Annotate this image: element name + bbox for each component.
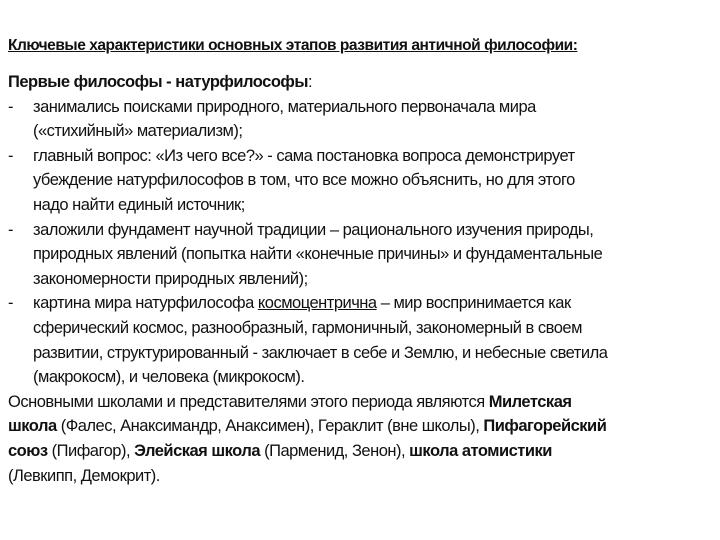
text-segment: Основными школами и представителями этого периода являются (8, 392, 489, 411)
text-segment: (Парменид, Зенон), (260, 441, 410, 460)
text-line (8, 414, 716, 439)
text-line (33, 316, 716, 341)
bold-text: школа атомистики (409, 441, 552, 460)
text-segment: занимались поисками природного, материального первоначала мира (33, 97, 536, 116)
text-line (8, 390, 716, 415)
bullet-item (8, 218, 716, 292)
bullet-dash: - (8, 294, 13, 313)
text-line (33, 267, 716, 292)
bullet-item (8, 291, 716, 389)
slide-title: Ключевые характеристики основных этапов развития античной философии: (8, 37, 578, 54)
bullet-dash: - (8, 220, 13, 239)
text-segment: (Левкипп, Демокрит). (8, 466, 160, 485)
text-segment: (Пифагор), (47, 441, 135, 460)
text-segment: закономерности природных явлений); (33, 269, 308, 288)
bold-text: союз (8, 441, 48, 460)
text-segment: заложили фундамент научной традиции – рационального изучения природы, (33, 220, 594, 239)
bold-text: Первые философы - натурфилософы (8, 73, 308, 91)
bullet-item (8, 144, 716, 218)
bold-text: Милетская (488, 392, 572, 411)
schools-paragraph (8, 390, 716, 488)
bullet-dash: - (8, 146, 13, 165)
text-line (33, 218, 716, 243)
text-segment: : (307, 73, 313, 91)
text-segment: (Фалес, Анаксимандр, Анаксимен), Гераклит (вне школы), (56, 417, 484, 436)
text-segment: развитии, структурированный - заключает в себе и Землю, и небесные светила (33, 343, 608, 362)
text-line (33, 119, 716, 144)
text-line (33, 168, 716, 193)
bold-text: Пифагорейский (483, 417, 607, 436)
text-line (8, 464, 716, 489)
text-segment: надо найти единый источник; (33, 195, 245, 214)
text-line (33, 95, 716, 120)
bullet-list (8, 95, 716, 390)
text-segment: убеждение натурфилософов в том, что все можно объяснить, но для этого (33, 171, 575, 190)
text-segment: («стихийный» материализм); (33, 122, 243, 141)
text-segment: – мир воспринимается как (376, 294, 571, 313)
bullet-dash: - (8, 97, 13, 116)
text-segment: природных явлений (попытка найти «конечные причины» и фундаментальные (33, 245, 603, 264)
text-line (33, 193, 716, 218)
text-line (8, 439, 716, 464)
text-line (33, 242, 716, 267)
text-segment: картина мира натурфилософа (33, 294, 258, 313)
section-heading (8, 70, 716, 95)
text-line (33, 144, 716, 169)
text-line (33, 365, 716, 390)
bullet-item (8, 95, 716, 144)
slide-content (8, 70, 716, 488)
text-line (33, 291, 716, 316)
text-segment: сферический космос, разнообразный, гармоничный, закономерный в своем (33, 318, 582, 337)
text-segment: главный вопрос: «Из чего все?» - сама постановка вопроса демонстрирует (33, 146, 575, 165)
underlined-term: космоцентрична (257, 294, 377, 313)
bold-text: школа (8, 417, 57, 436)
text-line (33, 341, 716, 366)
text-segment: (макрокосм), и человека (микрокосм). (33, 368, 305, 387)
bold-text: Элейская школа (134, 441, 261, 460)
